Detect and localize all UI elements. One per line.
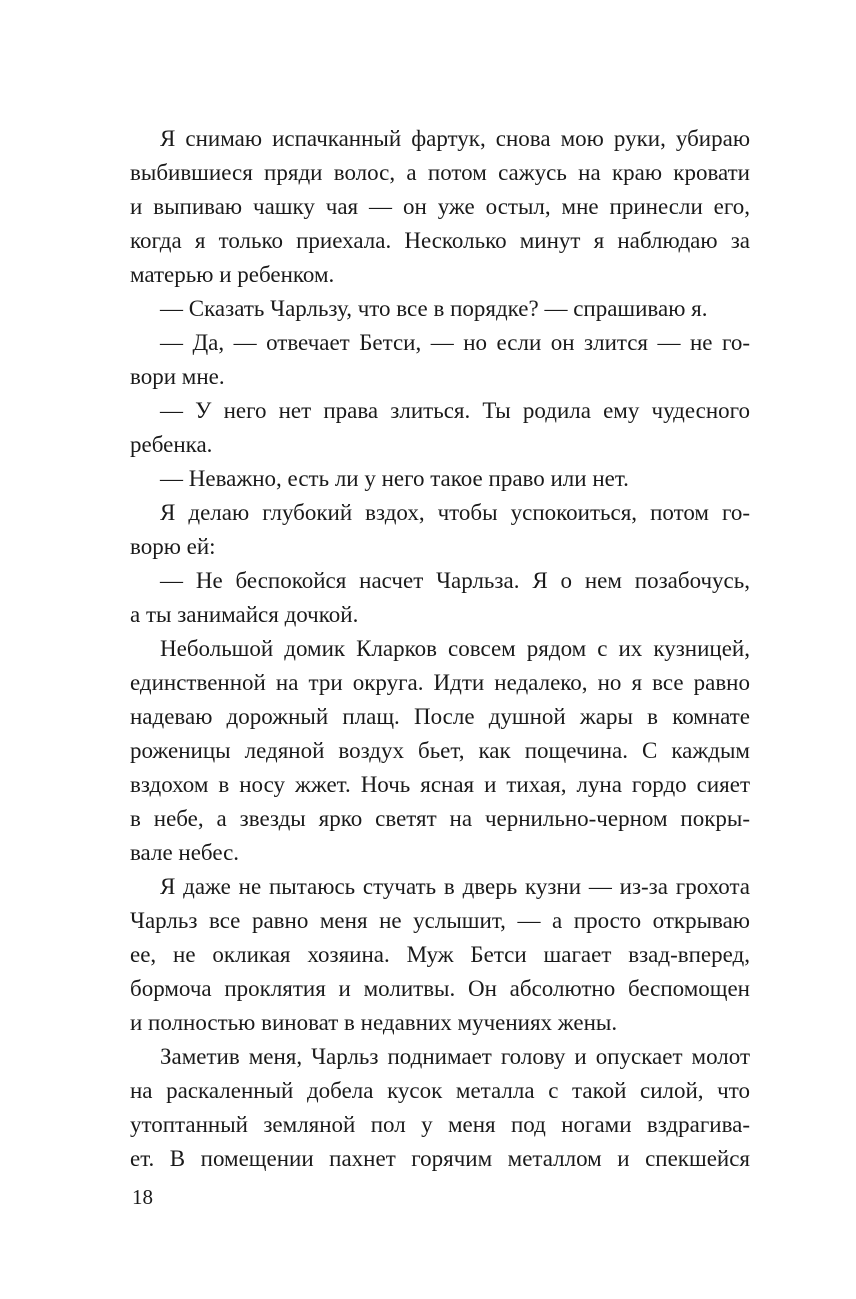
page-number: 18 <box>132 1185 153 1209</box>
text-line: матерью и ребенком. <box>130 262 335 287</box>
text-line: — Сказать Чарльзу, что все в порядке? — спрашиваю я. <box>160 296 708 321</box>
text-line: Заметив меня, Чарльз поднимает голову и опускает молот <box>160 1044 750 1069</box>
text-line: на раскаленный добела кусок металла с такой силой, что <box>130 1078 750 1103</box>
text-line: бормоча проклятия и молитвы. Он абсолютно беспомощен <box>130 976 750 1001</box>
body-text <box>130 122 750 1176</box>
text-line: ворю ей: <box>130 534 216 559</box>
text-line: и выпиваю чашку чая — он уже остыл, мне принесли его, <box>130 194 750 219</box>
text-line: Я даже не пытаюсь стучать в дверь кузни — из-за грохота <box>160 874 750 899</box>
text-line: а ты занимайся дочкой. <box>130 602 359 627</box>
text-line: надеваю дорожный плащ. После душной жары в комнате <box>130 704 750 729</box>
text-line: вздохом в носу жжет. Ночь ясная и тихая, луна гордо сияет <box>130 772 750 797</box>
text-line: ет. В помещении пахнет горячим металлом и спекшейся <box>130 1146 750 1171</box>
text-line: — У него нет права злиться. Ты родила ему чудесного <box>160 398 750 423</box>
text-line: единственной на три округа. Идти недалеко, но я все равно <box>130 670 750 695</box>
text-line: когда я только приехала. Несколько минут я наблюдаю за <box>130 228 750 253</box>
text-line: — Да, — отвечает Бетси, — но если он злится — не го- <box>160 330 750 355</box>
text-line: вале небес. <box>130 840 240 865</box>
text-line: в небе, а звезды ярко светят на чернильно-черном покры- <box>130 806 750 831</box>
text-line: роженицы ледяной воздух бьет, как пощечина. С каждым <box>130 738 750 763</box>
text-line: ее, не окликая хозяина. Муж Бетси шагает взад-вперед, <box>130 942 750 967</box>
text-line: и полностью виноват в недавних мучениях жены. <box>130 1010 618 1035</box>
text-line: вори мне. <box>130 364 225 389</box>
text-line: — Не беспокойся насчет Чарльза. Я о нем позабочусь, <box>160 568 750 593</box>
text-line: Небольшой домик Кларков совсем рядом с их кузницей, <box>160 636 750 661</box>
text-line: выбившиеся пряди волос, а потом сажусь на краю кровати <box>130 160 750 185</box>
text-line: утоптанный земляной пол у меня под ногами вздрагива- <box>130 1112 750 1137</box>
text-line: Я снимаю испачканный фартук, снова мою руки, убираю <box>160 126 750 151</box>
text-line: — Неважно, есть ли у него такое право или нет. <box>160 466 629 491</box>
text-line: ребенка. <box>130 432 213 457</box>
text-line: Чарльз все равно меня не услышит, — а просто открываю <box>130 908 750 933</box>
text-line: Я делаю глубокий вздох, чтобы успокоиться, потом го- <box>160 500 750 525</box>
